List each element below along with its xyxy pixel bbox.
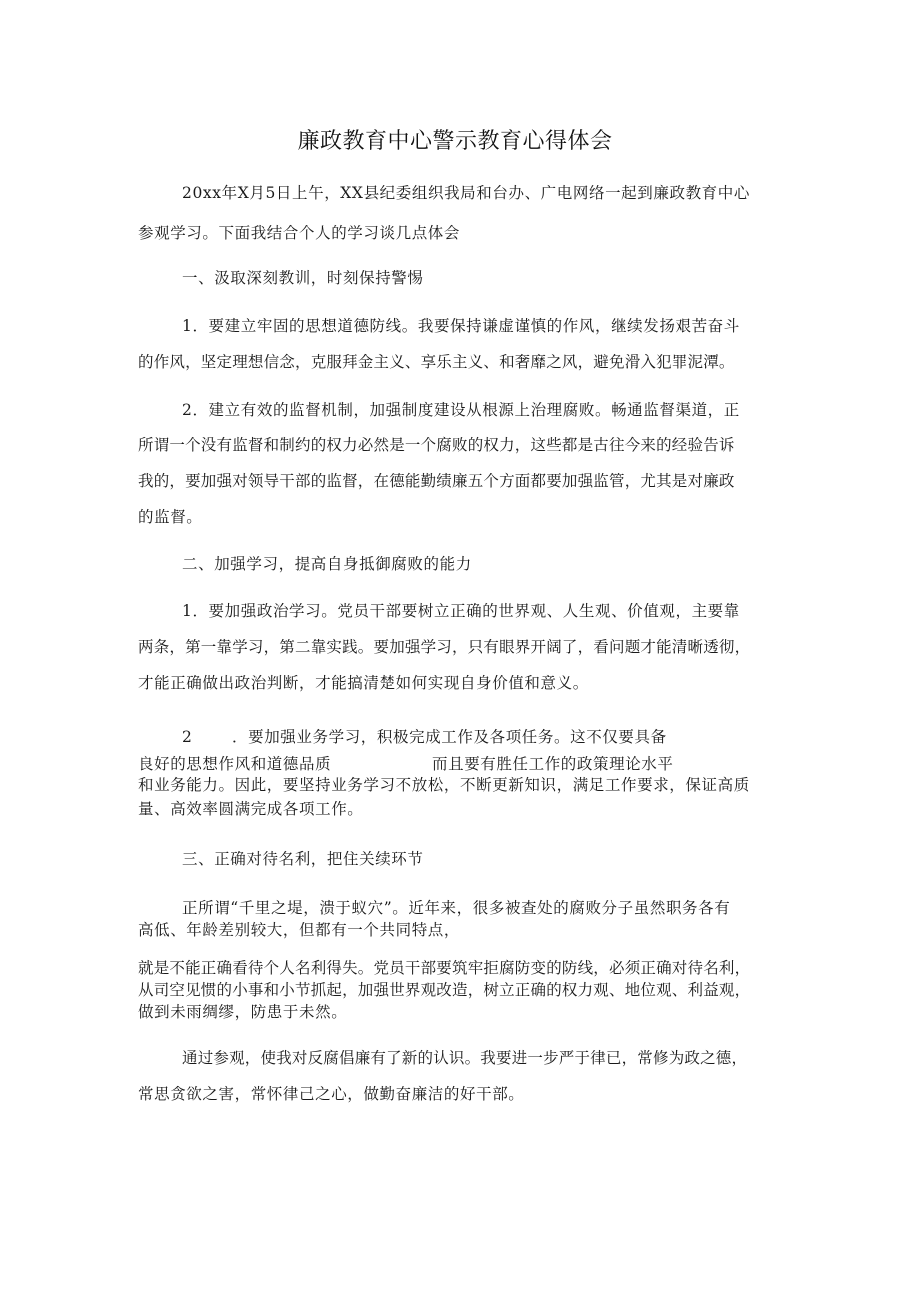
section-1-item-2-line-1: 2．建立有效的监督机制，加强制度建设从根源上治理腐败。畅通监督渠道，正 xyxy=(182,401,740,419)
section-2-item-1-line-1: 1．要加强政治学习。党员干部要树立正确的世界观、人生观、价值观，主要靠 xyxy=(182,602,740,620)
section-1-item-2-line-3: 我的，要加强对领导干部的监督，在德能勤绩廉五个方面都要加强监管，尤其是对廉政 xyxy=(138,472,735,490)
section-1-item-2-line-4: 的监督。 xyxy=(138,508,203,526)
section-3-para-2-line-2: 从司空见惯的小事和小节抓起，加强世界观改造，树立正确的权力观、地位观、利益观， xyxy=(138,981,751,999)
section-3-para-1-line-2: 高低、年龄差别较大，但都有一个共同特点， xyxy=(138,921,461,939)
section-2-item-2-line-2a: 良好的思想作风和道德品质 xyxy=(138,755,332,773)
section-2-item-2-line-4: 量、高效率圆满完成各项工作。 xyxy=(138,800,364,818)
section-2-item-2-line-3: 和业务能力。因此，要坚持业务学习不放松，不断更新知识，满足工作要求，保证高质 xyxy=(138,776,750,794)
section-2-item-2-number: 2 xyxy=(182,728,193,746)
section-2-item-1-line-2: 两条，第一靠学习，第二靠实践。要加强学习，只有眼界开阔了，看问题才能清晰透彻， xyxy=(138,638,751,656)
section-2-heading: 二、加强学习，提高自身抵御腐败的能力 xyxy=(182,555,472,573)
conclusion-line-1: 通过参观，使我对反腐倡廉有了新的认识。我要进一步严于律已，常修为政之德， xyxy=(182,1049,748,1067)
section-1-item-1-line-2: 的作风，坚定理想信念，克服拜金主义、享乐主义、和奢靡之风，避免滑入犯罪泥潭。 xyxy=(138,353,735,371)
conclusion-line-2: 常思贪欲之害，常怀律己之心，做勤奋廉洁的好干部。 xyxy=(138,1085,525,1103)
document-title: 廉政教育中心警示教育心得体会 xyxy=(297,129,613,154)
section-2-item-1-line-3: 才能正确做出政治判断，才能搞清楚如何实现自身价值和意义。 xyxy=(138,674,589,692)
section-3-para-1-line-1: 正所谓“千里之堤，溃于蚁穴”。近年来，很多被查处的腐败分子虽然职务各有 xyxy=(182,899,731,917)
section-1-heading: 一、汲取深刻教训，时刻保持警惕 xyxy=(182,269,424,287)
intro-line-1: 20xx年X月5日上午，XX县纪委组织我局和台办、广电网络一起到廉政教育中心 xyxy=(182,184,750,202)
intro-line-2: 参观学习。下面我结合个人的学习谈几点体会 xyxy=(138,224,461,242)
section-2-item-2-line-1: ．要加强业务学习，积极完成工作及各项任务。这不仅要具备 xyxy=(232,728,667,746)
section-3-heading: 三、正确对待名利，把住关续环节 xyxy=(182,850,424,868)
section-2-item-2-line-2b: 而且要有胜任工作的政策理论水平 xyxy=(432,755,674,773)
section-1-item-1-line-1: 1．要建立牢固的思想道德防线。我要保持谦虚谨慎的作风，继续发扬艰苦奋斗 xyxy=(182,317,740,335)
section-3-para-2-line-1: 就是不能正确看待个人名利得失。党员干部要筑牢拒腐防变的防线，必须正确对待名利， xyxy=(138,959,751,977)
section-3-para-2-line-3: 做到未雨绸缪，防患于未然。 xyxy=(138,1003,348,1021)
section-1-item-2-line-2: 所谓一个没有监督和制约的权力必然是一个腐败的权力，这些都是古往今来的经验告诉 xyxy=(138,436,735,454)
